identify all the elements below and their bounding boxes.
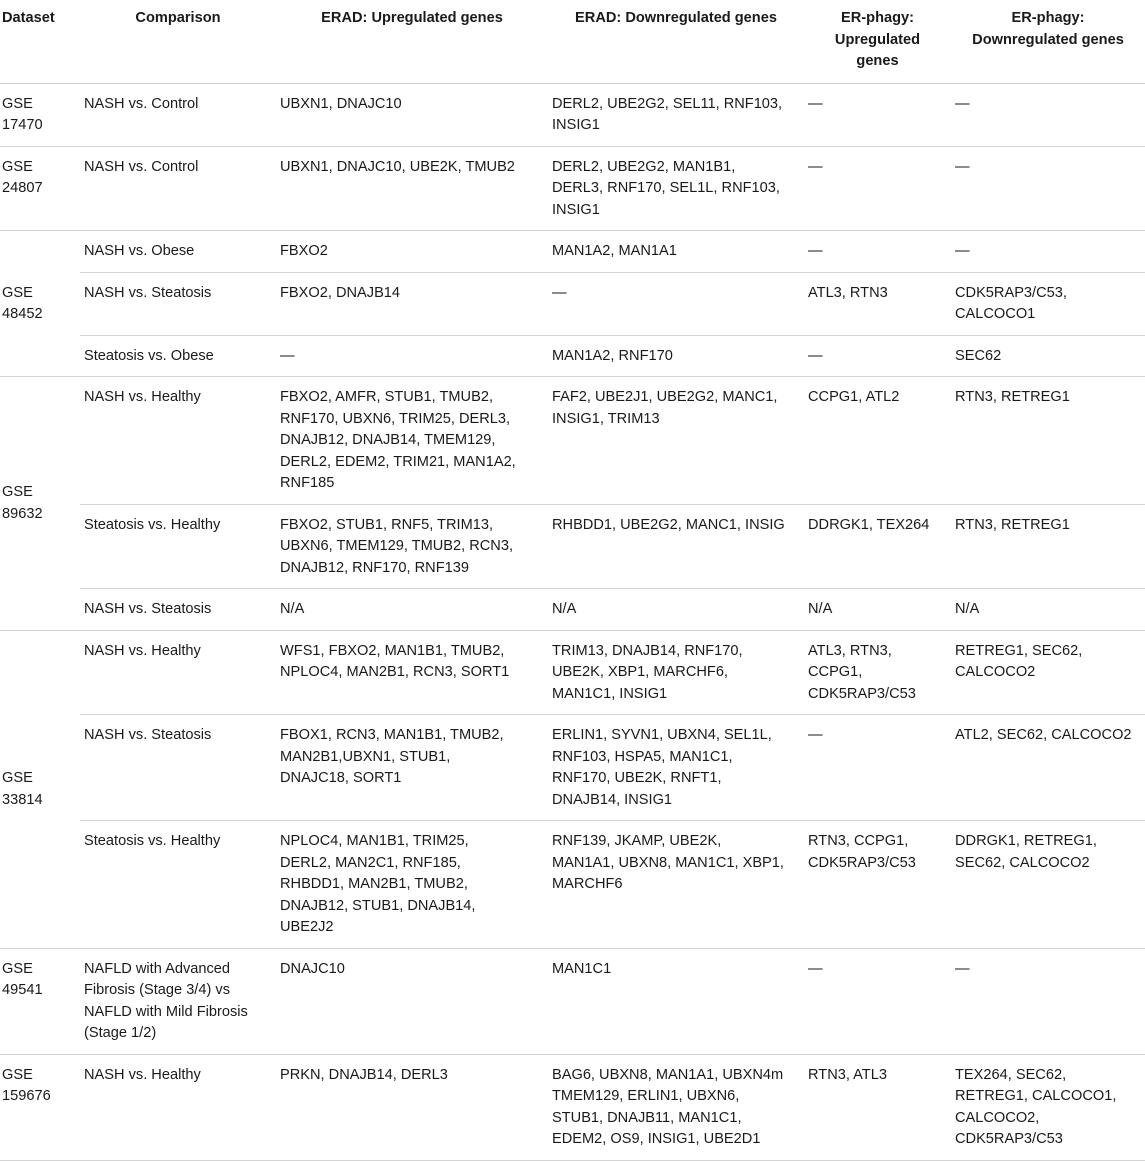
comparison-cell: NASH vs. Healthy — [80, 377, 276, 505]
table-row — [0, 231, 1145, 273]
table-row — [0, 1054, 1145, 1160]
table-row — [0, 335, 1145, 377]
dataset-cell: GSE 159676 — [0, 1054, 80, 1160]
erad-up-cell: FBXO2, AMFR, STUB1, TMUB2, RNF170, UBXN6, TRIM25, DERL3, DNAJB12, DNAJB14, TMEM129, DERL2, EDEM2, TRIM21, MAN1A2, RNF185 — [276, 377, 548, 505]
comparison-cell: NASH vs. Obese — [80, 231, 276, 273]
erphagy-down-cell: TEX264, SEC62, RETREG1, CALCOCO1, CALCOCO2, CDK5RAP3/C53 — [951, 1054, 1145, 1160]
dataset-cell: GSE 24807 — [0, 146, 80, 231]
erad-down-cell: MAN1A2, MAN1A1 — [548, 231, 804, 273]
header-comparison: Comparison — [80, 0, 276, 83]
erad-up-cell: NPLOC4, MAN1B1, TRIM25, DERL2, MAN2C1, RNF185, RHBDD1, MAN2B1, TMUB2, DNAJB12, STUB1, DNAJB14, UBE2J2 — [276, 821, 548, 949]
table-row — [0, 948, 1145, 1054]
header-erphagy-down: ER-phagy: Downregulated genes — [951, 0, 1145, 83]
erphagy-down-cell: RTN3, RETREG1 — [951, 504, 1145, 589]
erad-up-cell: FBOX1, RCN3, MAN1B1, TMUB2, MAN2B1,UBXN1, STUB1, DNAJC18, SORT1 — [276, 715, 548, 821]
comparison-cell: Steatosis vs. Healthy — [80, 504, 276, 589]
comparison-cell: NASH vs. Healthy — [80, 1054, 276, 1160]
erad-up-cell: PRKN, DNAJB14, DERL3 — [276, 1054, 548, 1160]
table-row — [0, 146, 1145, 231]
erphagy-up-cell: ATL3, RTN3 — [804, 272, 951, 335]
comparison-cell: NASH vs. Steatosis — [80, 589, 276, 631]
erphagy-down-cell: DDRGK1, RETREG1, SEC62, CALCOCO2 — [951, 821, 1145, 949]
erad-down-cell: FAF2, UBE2J1, UBE2G2, MANC1, INSIG1, TRIM13 — [548, 377, 804, 505]
erphagy-down-cell: RTN3, RETREG1 — [951, 377, 1145, 505]
erphagy-up-cell: — — [804, 335, 951, 377]
comparison-cell: NASH vs. Steatosis — [80, 715, 276, 821]
comparison-cell: Steatosis vs. Healthy — [80, 821, 276, 949]
erad-down-cell: ERLIN1, SYVN1, UBXN4, SEL1L, RNF103, HSPA5, MAN1C1, RNF170, UBE2K, RNFT1, DNAJB14, INSIG1 — [548, 715, 804, 821]
erphagy-down-cell: — — [951, 948, 1145, 1054]
erad-up-cell: FBXO2 — [276, 231, 548, 273]
comparison-cell: NAFLD with Advanced Fibrosis (Stage 3/4) vs NAFLD with Mild Fibrosis (Stage 1/2) — [80, 948, 276, 1054]
erad-up-cell: FBXO2, DNAJB14 — [276, 272, 548, 335]
erad-down-cell: RNF139, JKAMP, UBE2K, MAN1A1, UBXN8, MAN1C1, XBP1, MARCHF6 — [548, 821, 804, 949]
erphagy-up-cell: RTN3, ATL3 — [804, 1054, 951, 1160]
header-erad-down: ERAD: Downregulated genes — [548, 0, 804, 83]
erad-up-cell: WFS1, FBXO2, MAN1B1, TMUB2, NPLOC4, MAN2B1, RCN3, SORT1 — [276, 630, 548, 715]
erphagy-up-cell: DDRGK1, TEX264 — [804, 504, 951, 589]
header-erad-up: ERAD: Upregulated genes — [276, 0, 548, 83]
erad-up-cell: — — [276, 335, 548, 377]
erad-down-cell: DERL2, UBE2G2, MAN1B1, DERL3, RNF170, SEL1L, RNF103, INSIG1 — [548, 146, 804, 231]
comparison-cell: NASH vs. Control — [80, 83, 276, 146]
table-row — [0, 715, 1145, 821]
erphagy-down-cell: N/A — [951, 589, 1145, 631]
table-row — [0, 83, 1145, 146]
table-row — [0, 377, 1145, 505]
erad-down-cell: N/A — [548, 589, 804, 631]
dataset-cell: GSE 17470 — [0, 83, 80, 146]
erphagy-down-cell: — — [951, 146, 1145, 231]
comparison-cell: NASH vs. Control — [80, 146, 276, 231]
table-row — [0, 589, 1145, 631]
erad-down-cell: MAN1C1 — [548, 948, 804, 1054]
table-body — [0, 83, 1145, 1160]
header-erphagy-up: ER-phagy: Upregulated genes — [804, 0, 951, 83]
erad-up-cell: DNAJC10 — [276, 948, 548, 1054]
erphagy-up-cell: RTN3, CCPG1, CDK5RAP3/C53 — [804, 821, 951, 949]
header-dataset: Dataset — [0, 0, 80, 83]
comparison-cell: NASH vs. Steatosis — [80, 272, 276, 335]
table-row — [0, 272, 1145, 335]
erad-up-cell: UBXN1, DNAJC10 — [276, 83, 548, 146]
erphagy-up-cell: — — [804, 231, 951, 273]
erphagy-up-cell: — — [804, 83, 951, 146]
erad-down-cell: DERL2, UBE2G2, SEL11, RNF103, INSIG1 — [548, 83, 804, 146]
erad-down-cell: — — [548, 272, 804, 335]
erphagy-down-cell: RETREG1, SEC62, CALCOCO2 — [951, 630, 1145, 715]
erphagy-down-cell: ATL2, SEC62, CALCOCO2 — [951, 715, 1145, 821]
erphagy-up-cell: CCPG1, ATL2 — [804, 377, 951, 505]
erphagy-down-cell: SEC62 — [951, 335, 1145, 377]
erphagy-up-cell: — — [804, 948, 951, 1054]
header-row — [0, 0, 1145, 83]
table-row — [0, 504, 1145, 589]
erad-down-cell: RHBDD1, UBE2G2, MANC1, INSIG — [548, 504, 804, 589]
dataset-cell: GSE 33814 — [0, 630, 80, 948]
comparison-cell: Steatosis vs. Obese — [80, 335, 276, 377]
erad-down-cell: BAG6, UBXN8, MAN1A1, UBXN4m TMEM129, ERLIN1, UBXN6, STUB1, DNAJB11, MAN1C1, EDEM2, OS9, INSIG1, UBE2D1 — [548, 1054, 804, 1160]
dataset-cell: GSE 48452 — [0, 231, 80, 377]
erad-up-cell: UBXN1, DNAJC10, UBE2K, TMUB2 — [276, 146, 548, 231]
dataset-cell: GSE 89632 — [0, 377, 80, 631]
erphagy-up-cell: — — [804, 715, 951, 821]
erad-down-cell: MAN1A2, RNF170 — [548, 335, 804, 377]
erphagy-up-cell: N/A — [804, 589, 951, 631]
erphagy-down-cell: CDK5RAP3/C53, CALCOCO1 — [951, 272, 1145, 335]
erad-down-cell: TRIM13, DNAJB14, RNF170, UBE2K, XBP1, MARCHF6, MAN1C1, INSIG1 — [548, 630, 804, 715]
erphagy-up-cell: ATL3, RTN3, CCPG1, CDK5RAP3/C53 — [804, 630, 951, 715]
erphagy-up-cell: — — [804, 146, 951, 231]
dataset-cell: GSE 49541 — [0, 948, 80, 1054]
erad-up-cell: N/A — [276, 589, 548, 631]
erad-up-cell: FBXO2, STUB1, RNF5, TRIM13, UBXN6, TMEM129, TMUB2, RCN3, DNAJB12, RNF170, RNF139 — [276, 504, 548, 589]
erphagy-down-cell: — — [951, 83, 1145, 146]
table-row — [0, 630, 1145, 715]
comparison-cell: NASH vs. Healthy — [80, 630, 276, 715]
table-row — [0, 821, 1145, 949]
erphagy-down-cell: — — [951, 231, 1145, 273]
